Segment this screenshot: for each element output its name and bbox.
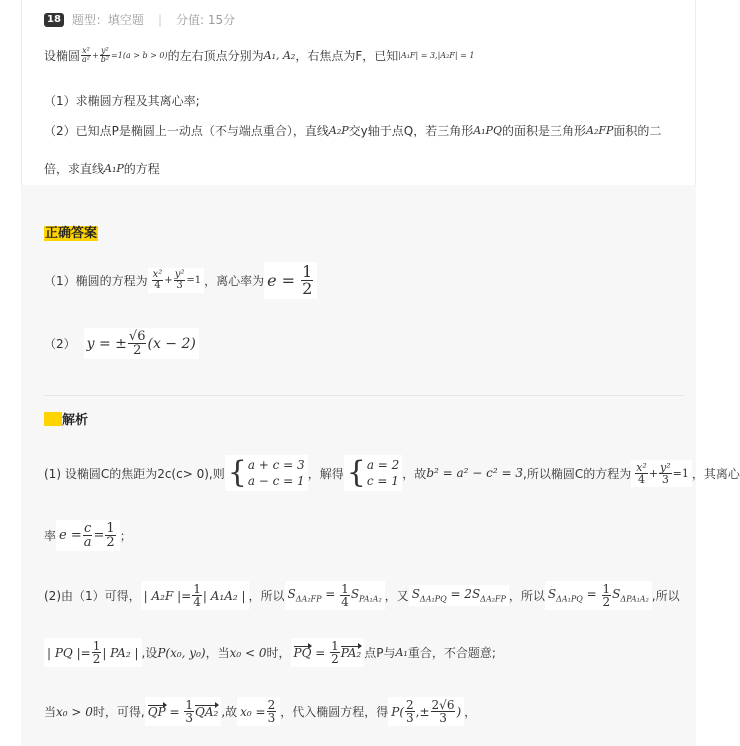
answer-part1 [44,262,317,299]
l5-p: P( [391,704,405,719]
answer2-prefix: （2） [44,337,76,351]
l1-b: ，解得 [307,466,344,481]
analysis-line2 [44,520,132,551]
l5-tail: ) [456,704,462,719]
answer-title [44,222,98,241]
part2-text-b: 交y轴于点Q，若三角形 [348,124,474,138]
sys2-a: a = 2 [366,458,400,472]
sys1-b: a − c = 1 [247,474,305,488]
l2-e: e = [59,528,82,543]
l5-b: 时，可得, [92,705,145,719]
l5-a: 当 [44,705,57,719]
ellipse-equation: $\frac{\text{x²}}{\text{a²}}$ + $\frac{\text{y²}}{\text{b²}}$ [82,46,110,64]
l3-eq4: $S_{\Delta A_1PQ}$ = $\frac{1}{2}$ $S_{\Delta PA_1A_2}$ [545,581,652,610]
part2-line: A₂P [328,124,349,137]
l4-b: ，当 [205,646,230,660]
part2-text-c: 的面积是三角形 [501,124,586,138]
l4-d3: 重合，不合题意; [407,646,496,660]
answer2-expr: y = ± [86,335,127,352]
stem-vertices: A₁, A₂ [263,49,296,62]
answer2-tail: (x − 2) [147,335,196,352]
question-type: 题型：填空题 [71,13,144,27]
l4-vec-eq: PQ = $\frac{1}{2}$ PA₂ [291,638,365,667]
answer-title-text: 正确答案 [45,226,98,241]
l1-ellipse: $\frac{\text{x²}}{4}$ + $\frac{\text{y²}}{3}$ =1 [631,460,692,487]
answer1-mid: ，离心率为 [204,274,265,288]
l3-a: (2)由（1）可得， [44,589,141,603]
l5-end: ， [464,705,477,719]
system-1: { a + c = 3 a − c = 1 [225,455,308,491]
answer1-ellipse: $\frac{\text{x²}}{4}$ + $\frac{\text{y²}}{3}$ =1 [148,268,204,293]
l3-eq1: | A₂F |= $\frac{1}{4}$ | A₁A₂ | [141,581,249,610]
l3-c: ，又 [384,589,409,603]
section-divider [44,395,684,396]
l4-a: ,设 [141,646,158,660]
l3-e: ,所以 [651,589,680,603]
l5-point: P( $\frac{2}{3}$ ,± $\frac{2√6}{3}$ ) [388,697,464,726]
l2-a: 率 [44,529,57,543]
l5-x0-label: x₀ = [240,704,266,719]
question-part2-cont [44,160,160,177]
l5-x0: x₀ = $\frac{2}{3}$ [237,697,280,726]
l4-cond: x₀ < 0 [229,645,267,660]
l3-eq2: $S_{\Delta A_2FP}$ = $\frac{1}{4}$ $S_{PA_1A_2}$ [285,581,385,610]
card-right-border [695,0,696,185]
answer1-prefix: （1）椭圆的方程为 [44,274,148,288]
l4-c: 时， [266,646,291,660]
l4-eq-b: | PA₂ | [102,645,139,660]
l2-eccentricity: e = $\frac{c}{a}$ = $\frac{1}{2}$ [56,520,120,551]
part2-tri1: A₁PQ [473,124,502,137]
part2-text-d: 面积的二 [613,124,662,138]
l1-a: (1) 设椭圆C的焦距为2c(c> 0),则 [44,466,225,481]
l4-eq: | PQ |= $\frac{1}{2}$ | PA₂ | [44,638,142,667]
question-number-badge: 18 [44,13,64,27]
analysis-title-text: 解析 [62,413,89,428]
stem-prefix: 设椭圆 [44,49,81,63]
l3-eq3: $S_{\Delta A_1PQ} = 2S_{\Delta A_2FP}$ [409,585,509,605]
system-2: { a = 2 c = 1 [344,455,403,491]
stem-middle: 的左右顶点分别为 [167,49,264,63]
part2-line2: A₁P [104,162,124,175]
stem-focus: ，右焦点为F，已知 [295,49,399,63]
sys2-b: c = 1 [366,474,399,488]
l3-eq1b: | A₁A₂ | [202,588,246,603]
analysis-line3 [44,581,680,610]
l3-d: ，所以 [508,589,545,603]
l4-d2: A₁ [395,646,408,659]
l3-eq1a: | A₂F |= [143,588,192,603]
question-header [44,11,235,28]
stem-condition: |A₁F| = 3,|A₂F| = 1 [398,51,475,60]
l4-d: 点P与 [364,646,396,660]
part2-text-e: 倍，求直线 [44,162,105,176]
analysis-line1 [44,455,740,491]
l4-eq-a: | PQ |= [47,645,91,660]
question-stem [44,47,474,64]
l4-p: P(x₀, y₀) [157,645,206,660]
card-left-border [21,0,22,185]
answer1-eccentricity: e = $\frac{1}{2}$ [264,262,317,299]
l5-cond: x₀ > 0 [56,704,93,719]
question-score: 分值: 15分 [175,13,236,27]
l1-c: ，故 [402,466,427,481]
answer-part2 [44,328,199,359]
l1-eq: b² = a² − c² = 3 [426,466,523,480]
question-part1: （1）求椭圆方程及其离心率; [44,94,200,108]
l5-c: ,故 [221,705,238,719]
analysis-line5 [44,697,476,726]
analysis-title [44,409,88,428]
answer2-formula: y = ± $\frac{√6}{2}$ (x − 2) [84,328,199,359]
l1-d: ,所以椭圆C的方程为 [523,466,632,481]
part2-tri2: A₂FP [586,124,614,137]
l5-d: ，代入椭圆方程，得 [280,705,389,719]
question-part2 [44,122,661,139]
sys1-a: a + c = 3 [247,458,305,472]
analysis-line4 [44,638,496,667]
l5-vec-eq: QP = $\frac{1}{3}$ QA₂ [145,697,222,726]
l1-e: ，其离心 [691,466,740,481]
l3-b: ，所以 [248,589,285,603]
analysis-mark-icon [44,412,62,426]
part2-text-f: 的方程 [123,162,160,176]
part2-text-a: （2）已知点P是椭圆上一动点（不与端点重合），直线 [44,124,329,138]
header-separator: | [157,12,162,27]
l2-tail: ； [119,529,132,543]
ellipse-condition: =1(a > b > 0) [111,51,168,60]
